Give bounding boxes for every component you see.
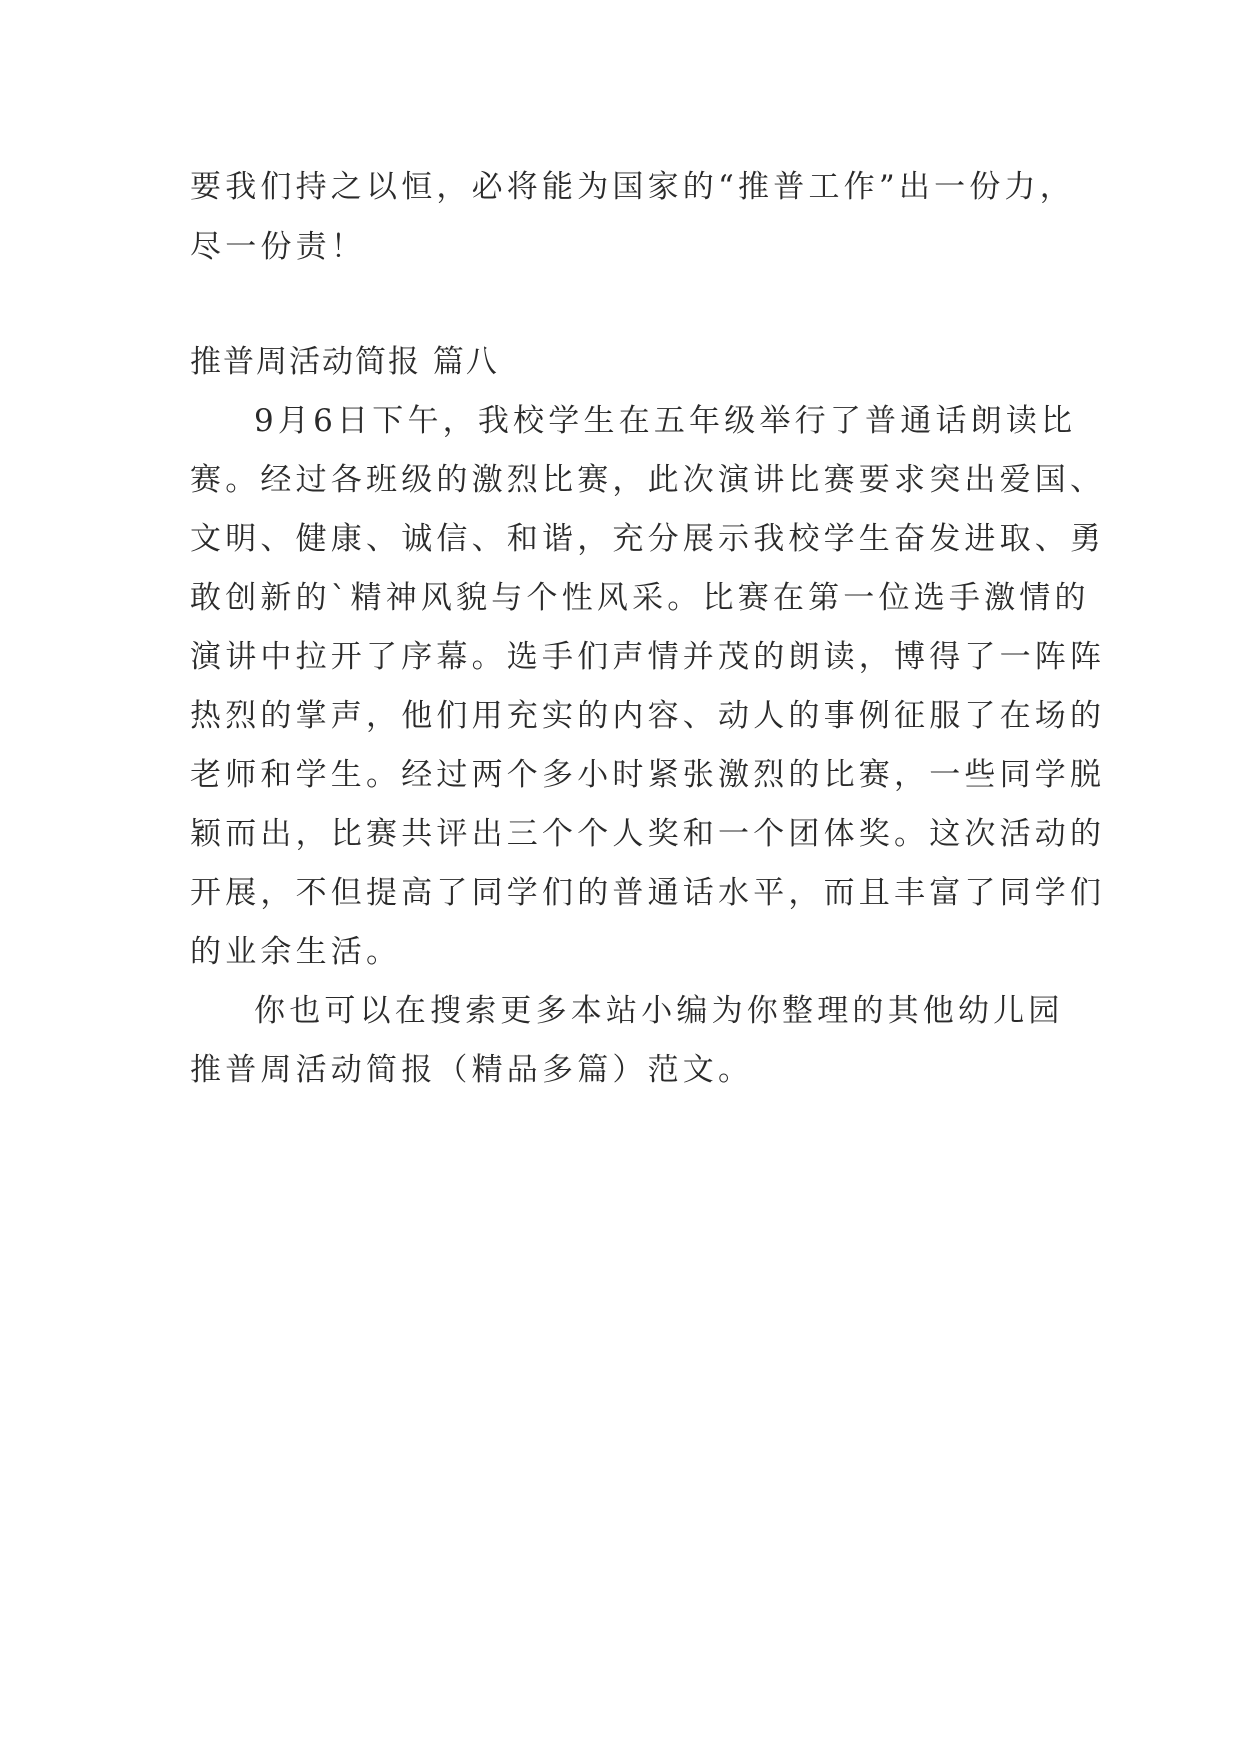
paragraph2-line-1: 你也可以在搜索更多本站小编为你整理的其他幼儿园 <box>254 993 1064 1029</box>
paragraph1-line-1: 9月6日下午，我校学生在五年级举行了普通话朗读比 <box>254 403 1077 439</box>
paragraph1-line-2: 赛。经过各班级的激烈比赛，此次演讲比赛要求突出爱国、 <box>190 462 1106 498</box>
paragraph1-line-7: 老师和学生。经过两个多小时紧张激烈的比赛，一些同学脱 <box>190 757 1106 793</box>
paragraph1-line-4: 敢创新的`精神风貌与个性风采。比赛在第一位选手激情的 <box>190 580 1090 616</box>
paragraph1-line-3: 文明、健康、诚信、和谐，充分展示我校学生奋发进取、勇 <box>190 521 1106 557</box>
paragraph1-line-6: 热烈的掌声，他们用充实的内容、动人的事例征服了在场的 <box>190 698 1106 734</box>
paragraph2-line-2: 推普周活动简报（精品多篇）范文。 <box>190 1052 754 1088</box>
section-heading: 推普周活动简报 篇八 <box>190 344 499 380</box>
continuation-line-2: 尽一份责！ <box>190 229 366 265</box>
paragraph1-line-8: 颖而出，比赛共评出三个个人奖和一个团体奖。这次活动的 <box>190 816 1106 852</box>
continuation-line-1: 要我们持之以恒，必将能为国家的“推普工作”出一份力， <box>190 169 1075 205</box>
paragraph1-line-9: 开展，不但提高了同学们的普通话水平，而且丰富了同学们 <box>190 875 1106 911</box>
paragraph1-line-5: 演讲中拉开了序幕。选手们声情并茂的朗读，博得了一阵阵 <box>190 639 1106 675</box>
paragraph1-line-10: 的业余生活。 <box>190 934 402 970</box>
